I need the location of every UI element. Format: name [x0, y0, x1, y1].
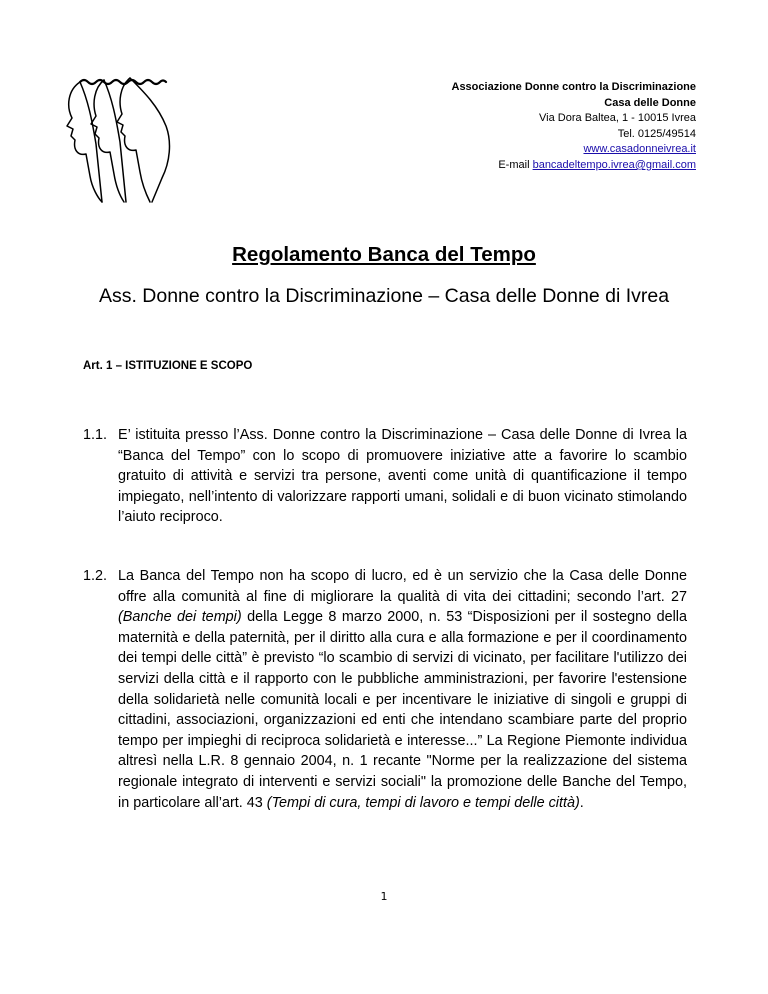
document-title: Regolamento Banca del Tempo [232, 243, 536, 266]
paragraph-text [118, 566, 687, 813]
association-logo [58, 66, 184, 204]
phone: Tel. 0125/49514 [617, 127, 696, 140]
article-heading: Art. 1 – ISTITUZIONE E SCOPO [83, 360, 253, 372]
document-subtitle: Ass. Donne contro la Discriminazione – Casa delle Donne di Ivrea [98, 285, 670, 307]
italic-segment: (Tempi di cura, tempi di lavoro e tempi delle città) [266, 794, 580, 811]
house-name: Casa delle Donne [604, 96, 696, 109]
page-number: 1 [380, 890, 388, 903]
email-link[interactable]: bancadeltempo.ivrea@gmail.com [532, 158, 696, 171]
paragraph-number: 1.1. [83, 427, 108, 443]
paragraph-text: E’ istituita presso l’Ass. Donne contro la Discriminazione – Casa delle Donne di Ivrea la “Banca del Tempo” con lo scopo di promuovere iniziative atte a favorire lo scambio gratuito di attività e servizi tra persone, aventi come unità di quantificazione il tempo impiegato, nell’intento di valorizzare rapporti umani, solidali e di buon vicinato stimolando l’aiuto reciproco. [118, 427, 687, 526]
text-segment: La Banca del Tempo non ha scopo di lucro, ed è un servizio che la Casa delle Donne offre alla comunità al fine di migliorare la qualità di vita dei cittadini; secondo l’art. 27 [118, 568, 687, 605]
website-link[interactable]: www.casadonneivrea.it [583, 143, 696, 156]
paragraph-1-2 [83, 566, 687, 813]
text-segment: . [579, 794, 584, 811]
letterhead [452, 80, 697, 174]
text-segment: della Legge 8 marzo 2000, n. 53 “Disposizioni per il sostegno della maternità e della paternità, per il diritto alla cura e alla formazione e per il coordinamento dei tempi delle città” è previsto “lo scambio di servizi di vicinato, per facilitare l'utilizzo dei servizi della città e il rapporto con le pubbliche amministrazioni, per favorire l'estensione della solidarietà nelle comunità locali e per incentivare le iniziative di singoli e gruppi di cittadini, associazioni, organizzazioni ed enti che intendano scambiare parte del proprio tempo per impieghi di reciproca solidarietà e interesse...” La Regione Piemonte individua altresì nella L.R. 8 gennaio 2004, n. 1 recante "Norme per la realizzazione del sistema regionale integrato di interventi e servizi sociali" la promozione delle Banche del Tempo, in particolare all’art. 43 [118, 609, 687, 811]
paragraph-1-1 [83, 425, 687, 528]
address: Via Dora Baltea, 1 - 10015 Ivrea [539, 112, 696, 125]
email-label: E-mail [498, 158, 530, 171]
paragraph-number: 1.2. [83, 568, 108, 584]
org-name: Associazione Donne contro la Discriminazione [451, 81, 696, 93]
italic-segment: (Banche dei tempi) [118, 609, 242, 626]
